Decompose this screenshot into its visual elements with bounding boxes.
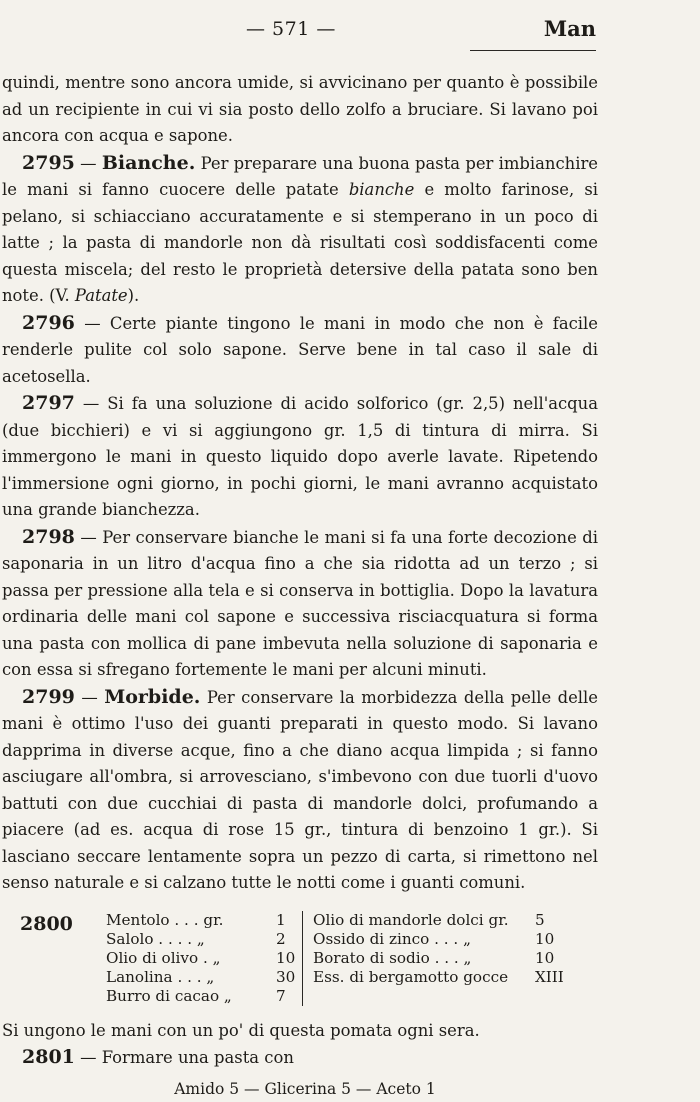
entry-text: — Per conservare bianche le mani si fa una forte decozione di saponaria in un litro d'acqua fino a che sia ridotta ad un terzo ; si passa per pressione alla tela e si conserva in bottiglia. Dopo la lavatura ordinaria delle mani col sapone e successiva risciacquatura si forma una pasta con mollica di pane imbevuta nella soluzione di saponaria e con essa si sfregano fortemente le mani per alcuni minuti. bbox=[2, 527, 598, 679]
page-header bbox=[0, 14, 700, 54]
ingredient-row bbox=[106, 968, 302, 987]
paragraph-2801 bbox=[2, 1044, 598, 1072]
entry-number: 2799 bbox=[22, 685, 75, 708]
entry-dash: — bbox=[74, 687, 105, 707]
entry-text: e molto farinose, si pelano, si schiacciano accuratamente e si stemperano in un poco di latte ; la pasta di mandorle non dà risultati così soddisfacenti come questa miscela; del resto le proprietà detersive della patata sono ben note. (V. bbox=[2, 180, 598, 305]
ingredient-row bbox=[106, 987, 302, 1006]
ingredient-row bbox=[106, 930, 302, 949]
recipe-2800 bbox=[2, 911, 598, 1006]
recipe-column-right bbox=[302, 911, 571, 1006]
ingredient-value: 10 bbox=[535, 948, 555, 967]
entry-dash: — bbox=[74, 153, 102, 173]
entry-number: 2801 bbox=[22, 1046, 75, 1068]
ingredient-row bbox=[313, 911, 571, 930]
ingredient-value: 5 bbox=[535, 910, 545, 929]
ingredient-row bbox=[313, 949, 571, 968]
entry-number: 2798 bbox=[22, 525, 75, 548]
ingredient-name: Ossido di zinco . . . „ bbox=[313, 929, 471, 948]
paragraph-2795 bbox=[2, 150, 598, 310]
cross-reference: Patate bbox=[74, 286, 128, 305]
ingredient-name: Burro di cacao „ bbox=[106, 986, 232, 1005]
ingredient-row bbox=[313, 968, 571, 987]
ingredient-name: Lanolina . . . „ bbox=[106, 967, 215, 986]
paragraph-2798 bbox=[2, 524, 598, 684]
page-number: — 571 — bbox=[246, 18, 336, 40]
entry-keyword: Morbide. bbox=[104, 685, 201, 708]
entry-number: 2800 bbox=[20, 912, 73, 935]
entry-text: Per conservare la morbidezza della pelle delle mani è ottimo l'uso dei guanti preparati in questo modo. Si lavano dapprima in diverse acque, fino a che diano acqua limpida ; si fanno asciugare all'ombra, si arrovesciano, s'imbevono con due tuorli d'uovo battuti con due cucchiai di pasta di mandorle dolci, profumando a piacere (ad es. acqua di rose 15 gr., tintura di benzoino 1 gr.). Si lasciano seccare lentamente sopra un pezzo di carta, si rimettono nel senso naturale e si calzano tutte le notti come i guanti comuni. bbox=[2, 687, 598, 892]
paragraph-2796 bbox=[2, 310, 598, 391]
entry-text: — Certe piante tingono le mani in modo che non è facile renderle pulite col solo sapone. Serve bene in tal caso il sale di acetosella. bbox=[2, 313, 598, 386]
ingredient-value: 1 bbox=[276, 910, 286, 929]
ingredient-name: Olio di olivo . „ bbox=[106, 948, 221, 967]
ingredient-name: Olio di mandorle dolci gr. bbox=[313, 910, 509, 929]
ingredient-name: Borato di sodio . . . „ bbox=[313, 948, 472, 967]
entry-number: 2797 bbox=[22, 392, 75, 414]
ingredient-value: 30 bbox=[276, 967, 296, 986]
ingredient-value: 2 bbox=[276, 929, 286, 948]
paragraph-2797 bbox=[2, 390, 598, 524]
entry-number: 2796 bbox=[22, 311, 75, 334]
recipe-column-left bbox=[106, 911, 302, 1006]
ingredient-row bbox=[313, 930, 571, 949]
page-body bbox=[2, 70, 598, 1102]
ingredient-row bbox=[106, 949, 302, 968]
paragraph-intro: quindi, mentre sono ancora umide, si avvicinano per quanto è possibile ad un recipiente in cui vi sia posto dello zolfo a bruciare. Si lavano poi ancora con acqua e sapone. bbox=[2, 73, 598, 145]
entry-text: Per preparare una buona pasta per imbianchire le mani si fanno cuocere delle patate bbox=[2, 153, 598, 199]
ingredient-value: XIII bbox=[535, 967, 564, 986]
ingredient-row bbox=[106, 911, 302, 930]
ingredient-name: Ess. di bergamotto gocce bbox=[313, 967, 509, 986]
paragraph-2799 bbox=[2, 684, 598, 897]
entry-text: ). bbox=[127, 286, 140, 305]
italic-term: bianche bbox=[348, 180, 415, 199]
ingredient-value: 10 bbox=[535, 929, 555, 948]
ingredient-value: 10 bbox=[276, 948, 296, 967]
running-head: Man bbox=[543, 16, 596, 41]
ingredient-name: Mentolo . . . gr. bbox=[106, 910, 224, 929]
header-rule bbox=[470, 50, 596, 51]
entry-keyword: Bianche. bbox=[101, 151, 196, 174]
entry-number: 2795 bbox=[22, 151, 75, 174]
entry-text: — Formare una pasta con bbox=[74, 1048, 294, 1067]
formula-line: Amido 5 — Glicerina 5 — Aceto 1 bbox=[174, 1079, 436, 1098]
paragraph-after-recipe: Si ungono le mani con un po' di questa pomata ogni sera. bbox=[2, 1020, 480, 1040]
ingredient-name: Salolo . . . . „ bbox=[106, 929, 205, 948]
ingredient-value: 7 bbox=[276, 986, 286, 1005]
entry-text: — Si fa una soluzione di acido solforico (gr. 2,5) nell'acqua (due bicchieri) e vi si aggiungono gr. 1,5 di tintura di mirra. Si immergono le mani in questo liquido dopo averle lavate. Ripetendo l'immersione ogni giorno, in pochi giorni, le mani avranno acquistato una grande bianchezza. bbox=[2, 394, 598, 519]
